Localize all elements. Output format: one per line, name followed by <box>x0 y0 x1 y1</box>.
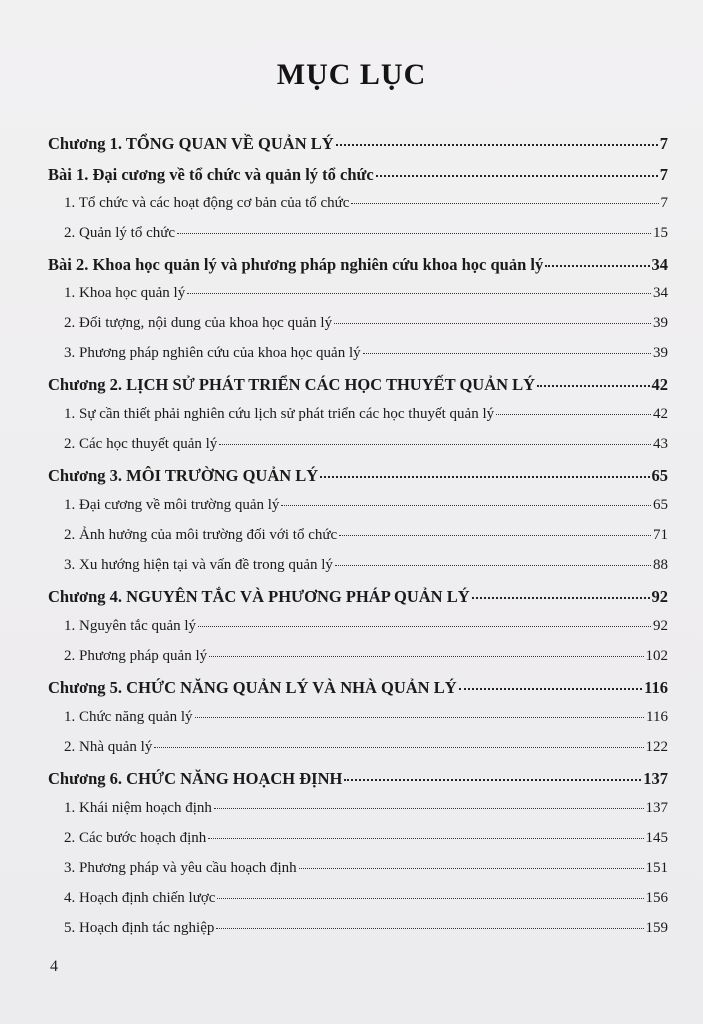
dot-leader <box>472 597 650 599</box>
dot-leader <box>336 144 658 146</box>
toc-entry-title: 2. Quản lý tổ chức <box>64 225 176 241</box>
toc-entry-title: 2. Đối tượng, nội dung của khoa học quản lý <box>64 315 333 331</box>
dot-leader <box>214 808 644 809</box>
toc-section-entry <box>48 345 668 375</box>
toc-entry-page: 159 <box>645 920 668 936</box>
toc-entry-title: 3. Phương pháp và yêu cầu hoạch định <box>64 860 297 876</box>
toc-section-entry <box>48 406 668 436</box>
dot-leader <box>219 444 651 445</box>
toc-section-entry <box>48 285 668 315</box>
toc-entry-title: 1. Nguyên tắc quản lý <box>64 618 197 634</box>
toc-entry-page: 65 <box>651 466 668 485</box>
toc-section-entry <box>48 618 668 648</box>
dot-leader <box>459 688 643 690</box>
toc-section-entry <box>48 830 668 860</box>
toc-section-entry <box>48 890 668 920</box>
toc-chapter-entry <box>48 466 668 497</box>
toc-entry-title: 1. Khái niệm hoạch định <box>64 800 212 816</box>
dot-leader <box>154 747 643 748</box>
toc-entry-page: 39 <box>653 315 668 331</box>
toc-entry-title: 2. Nhà quản lý <box>64 739 153 755</box>
toc-entry-title: 5. Hoạch định tác nghiệp <box>64 920 215 936</box>
toc-section-entry <box>48 557 668 587</box>
toc-chapter-entry <box>48 134 668 165</box>
toc-section-entry <box>48 497 668 527</box>
dot-leader <box>334 323 651 324</box>
dot-leader <box>187 293 651 294</box>
toc-entry-title: Chương 3. MÔI TRƯỜNG QUẢN LÝ <box>48 466 319 485</box>
toc-entry-page: 137 <box>645 800 668 816</box>
dot-leader <box>351 203 658 204</box>
toc-entry-title: Chương 2. LỊCH SỬ PHÁT TRIỂN CÁC HỌC THUYẾT QUẢN LÝ <box>48 375 536 394</box>
toc-entry-page: 34 <box>651 255 668 274</box>
toc-section-entry <box>48 800 668 830</box>
toc-entry-title: 1. Tổ chức và các hoạt động cơ bản của tổ chức <box>64 195 350 211</box>
toc-entry-page: 92 <box>653 618 668 634</box>
dot-leader <box>216 928 643 929</box>
dot-leader <box>198 626 651 627</box>
toc-section-entry <box>48 527 668 557</box>
toc-section-entry <box>48 225 668 255</box>
toc-section-entry <box>48 195 668 225</box>
toc-entry-title: 2. Ảnh hưởng của môi trường đối với tổ chức <box>64 527 338 543</box>
toc-chapter-entry <box>48 587 668 618</box>
toc-section-entry <box>48 739 668 769</box>
toc-entry-title: 1. Chức năng quản lý <box>64 709 193 725</box>
toc-entry-page: 92 <box>651 587 668 606</box>
toc-section-entry <box>48 860 668 890</box>
toc-entry-title: 2. Các bước hoạch định <box>64 830 207 846</box>
dot-leader <box>545 265 649 267</box>
toc-entry-page: 15 <box>653 225 668 241</box>
toc-entry-page: 156 <box>645 890 668 906</box>
toc-chapter-entry <box>48 769 668 800</box>
toc-entry-title: 2. Các học thuyết quản lý <box>64 436 218 452</box>
toc-entry-page: 122 <box>645 739 668 755</box>
toc-entry-page: 116 <box>646 709 668 725</box>
dot-leader <box>344 779 641 781</box>
dot-leader <box>281 505 651 506</box>
table-of-contents <box>48 134 668 950</box>
toc-entry-page: 43 <box>653 436 668 452</box>
footer-page-number: 4 <box>50 958 58 975</box>
toc-entry-page: 42 <box>651 375 668 394</box>
toc-entry-page: 65 <box>653 497 668 513</box>
toc-entry-title: 3. Xu hướng hiện tại và vấn đề trong quản lý <box>64 557 333 573</box>
toc-entry-title: Chương 4. NGUYÊN TẮC VÀ PHƯƠNG PHÁP QUẢN LÝ <box>48 587 470 606</box>
toc-entry-title: 4. Hoạch định chiến lược <box>64 890 216 906</box>
toc-entry-page: 7 <box>660 195 668 211</box>
toc-section-entry <box>48 709 668 739</box>
dot-leader <box>339 535 651 536</box>
toc-chapter-entry <box>48 678 668 709</box>
toc-entry-page: 7 <box>659 134 668 153</box>
toc-entry-title: 1. Khoa học quản lý <box>64 285 186 301</box>
dot-leader <box>195 717 645 718</box>
dot-leader <box>537 385 649 387</box>
dot-leader <box>208 838 643 839</box>
toc-entry-page: 7 <box>659 165 668 184</box>
toc-section-entry <box>48 315 668 345</box>
dot-leader <box>209 656 643 657</box>
toc-entry-title: Chương 5. CHỨC NĂNG QUẢN LÝ VÀ NHÀ QUẢN LÝ <box>48 678 457 697</box>
toc-section-entry <box>48 436 668 466</box>
dot-leader <box>363 353 651 354</box>
toc-entry-title: Chương 6. CHỨC NĂNG HOẠCH ĐỊNH <box>48 769 343 788</box>
toc-lesson-entry <box>48 255 668 285</box>
toc-entry-page: 88 <box>653 557 668 573</box>
toc-entry-page: 145 <box>645 830 668 846</box>
dot-leader <box>217 898 643 899</box>
toc-entry-page: 34 <box>653 285 668 301</box>
toc-entry-title: 3. Phương pháp nghiên cứu của khoa học quản lý <box>64 345 361 361</box>
toc-entry-page: 42 <box>653 406 668 422</box>
dot-leader <box>335 565 651 566</box>
toc-entry-title: 1. Đại cương về môi trường quản lý <box>64 497 280 513</box>
toc-entry-title: Bài 1. Đại cương về tổ chức và quản lý tổ chức <box>48 165 374 184</box>
toc-entry-page: 137 <box>643 769 668 788</box>
toc-entry-title: 2. Phương pháp quản lý <box>64 648 208 664</box>
toc-entry-title: Chương 1. TỔNG QUAN VỀ QUẢN LÝ <box>48 134 334 153</box>
dot-leader <box>376 175 658 177</box>
toc-section-entry <box>48 920 668 950</box>
page-title: MỤC LỤC <box>276 58 427 91</box>
dot-leader <box>320 476 649 478</box>
toc-lesson-entry <box>48 165 668 195</box>
toc-entry-page: 102 <box>645 648 668 664</box>
dot-leader <box>177 233 651 234</box>
toc-entry-title: 1. Sự cần thiết phải nghiên cứu lịch sử phát triển các học thuyết quản lý <box>64 406 495 422</box>
toc-entry-page: 151 <box>645 860 668 876</box>
toc-entry-page: 71 <box>653 527 668 543</box>
toc-entry-page: 116 <box>644 678 668 697</box>
toc-chapter-entry <box>48 375 668 406</box>
toc-entry-page: 39 <box>653 345 668 361</box>
dot-leader <box>496 414 651 415</box>
toc-section-entry <box>48 648 668 678</box>
toc-entry-title: Bài 2. Khoa học quản lý và phương pháp nghiên cứu khoa học quản lý <box>48 255 544 274</box>
dot-leader <box>299 868 644 869</box>
